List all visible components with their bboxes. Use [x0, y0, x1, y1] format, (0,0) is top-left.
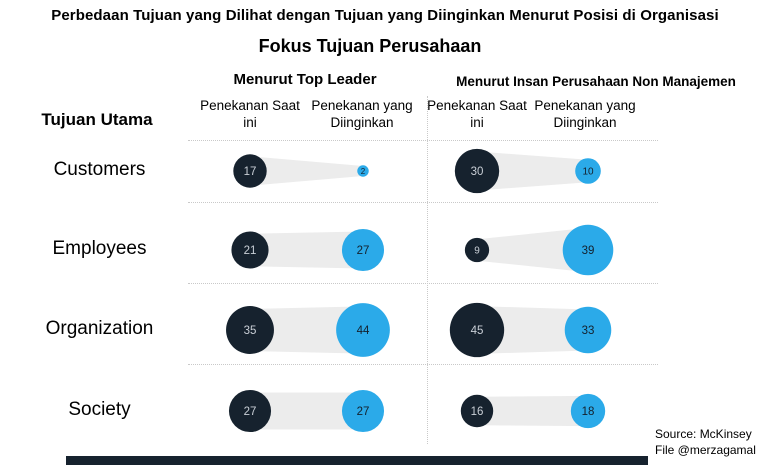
row-label-customers: Customers [53, 159, 146, 180]
funnel-customers-g0 [250, 156, 363, 185]
bubble-value: 2 [360, 166, 366, 176]
bubble-value: 30 [470, 166, 484, 179]
group-header-non-management: Menurut Insan Perusahaan Non Manajemen [456, 74, 736, 89]
bubble-value: 16 [470, 406, 484, 419]
bubble-value: 35 [243, 325, 257, 338]
bottom-accent-bar [66, 456, 648, 465]
bubble-value: 18 [581, 406, 595, 419]
bubble-value: 44 [356, 325, 370, 338]
bubble-value: 27 [356, 406, 370, 419]
bubble-value: 9 [474, 245, 480, 257]
column-header-current-non-management: Penekanan Saat ini [427, 98, 527, 130]
bubble-value: 17 [243, 166, 257, 179]
row-label-employees: Employees [52, 238, 147, 259]
row-header: Tujuan Utama [41, 110, 153, 129]
bubble-value: 45 [470, 325, 484, 338]
bubble-value: 27 [243, 406, 257, 419]
row-label-society: Society [68, 399, 131, 420]
bubble-value: 33 [581, 325, 595, 338]
chart-title: Fokus Tujuan Perusahaan [258, 36, 482, 56]
bubble-value: 39 [581, 245, 595, 258]
bubble-value: 10 [582, 166, 594, 178]
column-header-desired-top-leader: Penekanan yang Diinginkan [311, 98, 413, 130]
bubble-value: 27 [356, 245, 370, 258]
group-header-top-leader: Menurut Top Leader [233, 71, 377, 88]
page-title: Perbedaan Tujuan yang Dilihat dengan Tujuan yang Diinginkan Menurut Posisi di Organisasi [51, 7, 719, 24]
column-header-desired-non-management: Penekanan yang Diinginkan [534, 98, 636, 130]
source-credit: Source: McKinsey [655, 427, 752, 441]
bubble-value: 21 [243, 245, 257, 258]
row-label-organization: Organization [45, 318, 154, 339]
file-credit: File @merzagamal [655, 443, 756, 457]
column-header-current-top-leader: Penekanan Saat ini [200, 98, 300, 130]
